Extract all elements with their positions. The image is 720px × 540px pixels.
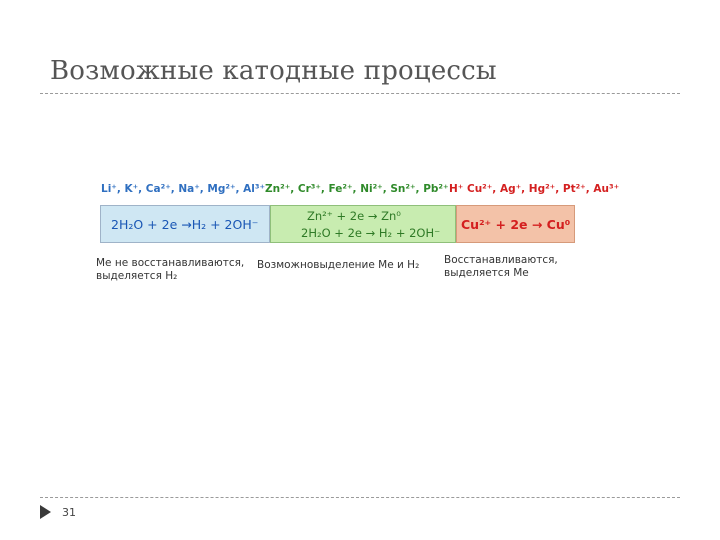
note-active-metals [96, 257, 244, 283]
equation-zinc-reduction: Zn²⁺ + 2e → Zn⁰ [307, 209, 401, 223]
series-active-metals: Li⁺, K⁺, Ca²⁺, Na⁺, Mg²⁺, Al³⁺ [101, 183, 266, 195]
title-divider [40, 93, 680, 94]
equation-water-reduction-medium: 2H₂O + 2e → H₂ + 2OH⁻ [301, 226, 441, 240]
footer-divider [40, 497, 680, 498]
note-inactive-metals [444, 254, 558, 280]
triangle-right-icon [40, 505, 51, 519]
note-active-line1: Me не восстанавливаются, [96, 257, 245, 269]
series-medium-metals: Zn²⁺, Cr³⁺, Fe²⁺, Ni²⁺, Sn²⁺, Pb²⁺ [265, 183, 449, 195]
page-title: Возможные катодные процессы [50, 56, 497, 86]
note-inactive-line2: выделяется Me [444, 267, 529, 279]
equation-box-medium [270, 205, 456, 243]
page-number: 31 [62, 506, 76, 519]
equation-copper-reduction: Cu²⁺ + 2e → Cu⁰ [461, 217, 571, 232]
equation-water-reduction: 2H₂O + 2e →H₂ + 2OH⁻ [111, 217, 259, 232]
note-active-line2: выделяется H₂ [96, 270, 178, 282]
equation-box-active [100, 205, 270, 243]
series-inactive-metals: H⁺ Cu²⁺, Ag⁺, Hg²⁺, Pt²⁺, Au³⁺ [449, 183, 620, 195]
equation-box-inactive [456, 205, 575, 243]
note-inactive-line1: Восстанавливаются, [444, 254, 558, 266]
note-medium-metals: Возможновыделение Me и H₂ [257, 259, 420, 271]
